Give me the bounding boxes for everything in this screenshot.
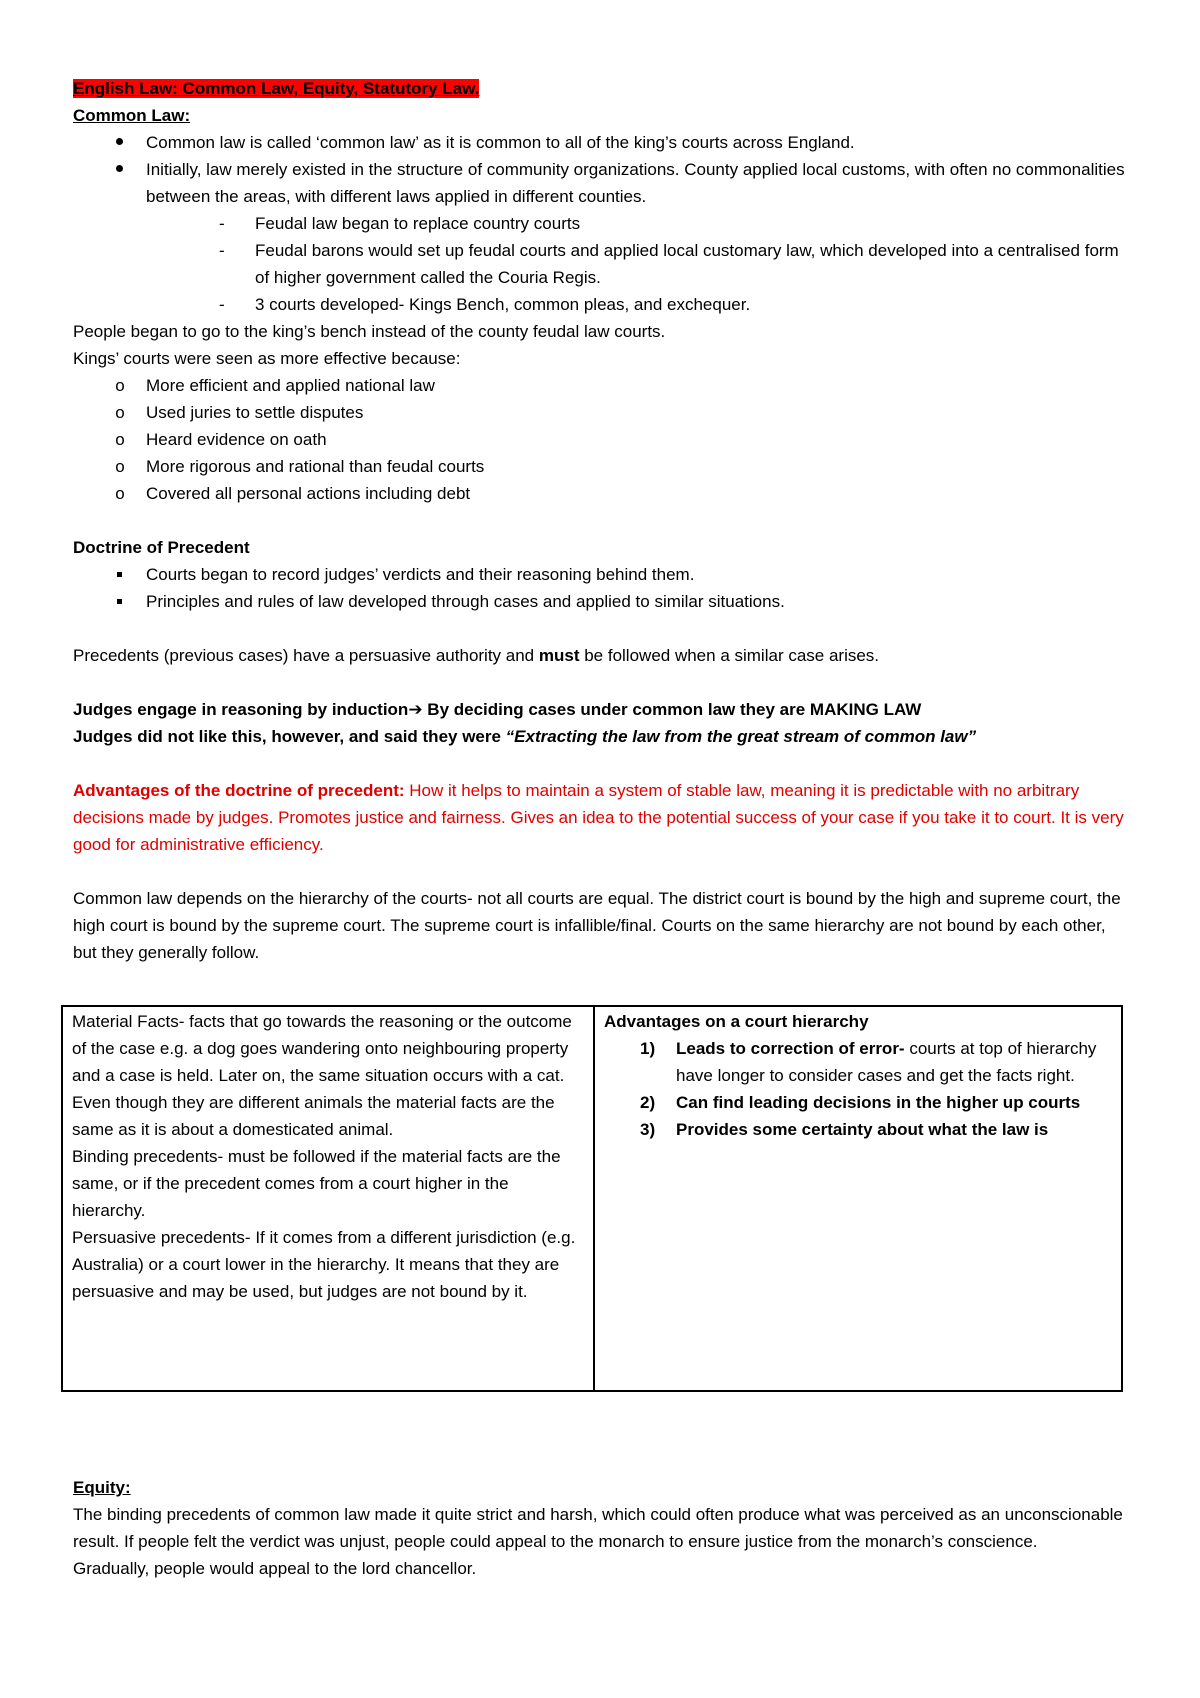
table-cell-left bbox=[62, 1006, 594, 1391]
hierarchy-advantages-heading: Advantages on a court hierarchy bbox=[604, 1012, 869, 1031]
paragraph: People began to go to the king’s bench instead of the county feudal law courts. bbox=[73, 322, 666, 341]
dash-item-text: Feudal barons would set up feudal courts and applied local customary law, which developed into a centralised form of higher government called the Couria Regis. bbox=[255, 241, 1119, 287]
text-run: How it helps to maintain a system of stable law, meaning it is predictable with no arbitrary decisions made by judges. Promotes justice and fairness. Gives an idea to the potential success of your case if you take it to court. It is very good for administrative efficiency. bbox=[73, 781, 1124, 854]
advantages-label: Advantages of the doctrine of precedent: bbox=[73, 781, 405, 800]
circle-bullet-icon: o bbox=[115, 430, 125, 449]
list-item-text: Heard evidence on oath bbox=[146, 430, 327, 449]
dash-icon: - bbox=[219, 214, 225, 233]
dash-item-text: Feudal law began to replace country courts bbox=[255, 214, 581, 233]
dash-item bbox=[73, 291, 1133, 318]
circle-bullet-icon: o bbox=[115, 403, 125, 422]
list-item-text: Used juries to settle disputes bbox=[146, 403, 364, 422]
spacer bbox=[73, 507, 1133, 534]
dash-item-text: 3 courts developed- Kings Bench, common pleas, and exchequer. bbox=[255, 295, 751, 314]
dash-icon: - bbox=[219, 241, 225, 260]
list-item bbox=[73, 480, 1133, 507]
binding-precedents-text: Binding precedents- must be followed if the material facts are the same, or if the precedent comes from a court higher in the hierarchy. bbox=[72, 1147, 561, 1220]
spacer bbox=[73, 858, 1133, 885]
list-item-bold: Provides some certainty about what the law is bbox=[676, 1120, 1049, 1139]
arrow-right-icon: ➔ bbox=[408, 700, 423, 719]
list-number: 2) bbox=[640, 1093, 656, 1112]
spacer bbox=[73, 750, 1133, 777]
list-item-text: Courts began to record judges’ verdicts and their reasoning behind them. bbox=[146, 565, 695, 584]
equity-section bbox=[73, 1474, 1133, 1582]
list-item-text: Covered all personal actions including debt bbox=[146, 484, 471, 503]
precedent-table bbox=[61, 1005, 1123, 1392]
list-item-text: courts at top of hierarchy have longer to consider cases and get the facts right. bbox=[676, 1039, 1097, 1085]
text-run: Judges engage in reasoning by induction bbox=[73, 700, 409, 719]
quote-text: “Extracting the law from the great stream of common law” bbox=[505, 727, 977, 746]
list-item bbox=[73, 561, 1133, 588]
persuasive-paragraph bbox=[73, 642, 1133, 669]
circle-bullet-icon: o bbox=[115, 376, 125, 395]
hierarchy-paragraph: Common law depends on the hierarchy of the courts- not all courts are equal. The district court is bound by the high and supreme court, the high court is bound by the supreme court. The supreme court is infallible/final. Courts on the same hierarchy are not bound by each other, but they generally follow. bbox=[73, 889, 1121, 962]
list-item bbox=[73, 453, 1133, 480]
list-item-bold: Leads to correction of error- bbox=[676, 1039, 905, 1058]
list-item-text: More efficient and applied national law bbox=[146, 376, 435, 395]
paragraph: The binding precedents of common law made it quite strict and harsh, which could often produce what was perceived as an unconscionable result. If people felt the verdict was unjust, people could appeal to the monarch to ensure justice from the monarch’s conscience. bbox=[73, 1505, 1123, 1551]
dash-icon: - bbox=[219, 295, 225, 314]
text-run: By deciding cases under common law they are MAKING LAW bbox=[422, 700, 922, 719]
circle-bullet-icon: o bbox=[115, 457, 125, 476]
spacer bbox=[73, 669, 1133, 696]
spacer bbox=[73, 615, 1133, 642]
list-item-text: Initially, law merely existed in the structure of community organizations. County applied local customs, with often no commonalities between the areas, with different laws applied in different counties. bbox=[146, 160, 1125, 206]
text-run: Precedents (previous cases) have a persuasive authority and bbox=[73, 646, 539, 665]
dash-item bbox=[73, 210, 1133, 237]
list-item bbox=[604, 1035, 1111, 1089]
dash-item bbox=[73, 237, 1133, 291]
equity-heading: Equity: bbox=[73, 1478, 131, 1497]
list-item-text: More rigorous and rational than feudal courts bbox=[146, 457, 485, 476]
list-item-bold: Can find leading decisions in the higher up courts bbox=[676, 1093, 1081, 1112]
text-run: be followed when a similar case arises. bbox=[579, 646, 880, 665]
list-item bbox=[73, 372, 1133, 399]
persuasive-precedents-text: Persuasive precedents- If it comes from a different jurisdiction (e.g. Australia) or a court lower in the hierarchy. It means that they are persuasive and may be used, but judges are not bound by it. bbox=[72, 1228, 576, 1301]
list-item bbox=[73, 129, 1133, 156]
list-number: 3) bbox=[640, 1120, 656, 1139]
list-item bbox=[73, 156, 1133, 210]
paragraph: Kings’ courts were seen as more effective because: bbox=[73, 349, 461, 368]
table-cell-right bbox=[594, 1006, 1122, 1391]
list-item bbox=[604, 1116, 1111, 1143]
precedent-heading: Doctrine of Precedent bbox=[73, 538, 250, 557]
list-item-text: Principles and rules of law developed through cases and applied to similar situations. bbox=[146, 592, 785, 611]
list-item bbox=[604, 1089, 1111, 1116]
material-facts-text: Material Facts- facts that go towards the reasoning or the outcome of the case e.g. a dog goes wandering onto neighbouring property and a case is held. Later on, the same situation occurs with a cat. Even though they are different animals the material facts are the same as it is about a domesticated animal. bbox=[72, 1012, 572, 1139]
advantages-paragraph bbox=[73, 777, 1133, 858]
document-title: English Law: Common Law, Equity, Statutory Law. bbox=[73, 79, 480, 98]
list-item bbox=[73, 588, 1133, 615]
paragraph: Gradually, people would appeal to the lord chancellor. bbox=[73, 1559, 477, 1578]
circle-bullet-icon: o bbox=[115, 484, 125, 503]
list-number: 1) bbox=[640, 1039, 656, 1058]
list-item bbox=[73, 399, 1133, 426]
induction-paragraph bbox=[73, 696, 1133, 723]
judges-paragraph bbox=[73, 723, 1133, 750]
list-item bbox=[73, 426, 1133, 453]
document-body bbox=[73, 75, 1133, 966]
common-law-heading: Common Law: bbox=[73, 106, 191, 125]
list-item-text: Common law is called ‘common law’ as it is common to all of the king’s courts across England. bbox=[146, 133, 855, 152]
text-run: Judges did not like this, however, and said they were bbox=[73, 727, 506, 746]
emphasis-text: must bbox=[538, 646, 580, 665]
table-row bbox=[62, 1006, 1122, 1391]
